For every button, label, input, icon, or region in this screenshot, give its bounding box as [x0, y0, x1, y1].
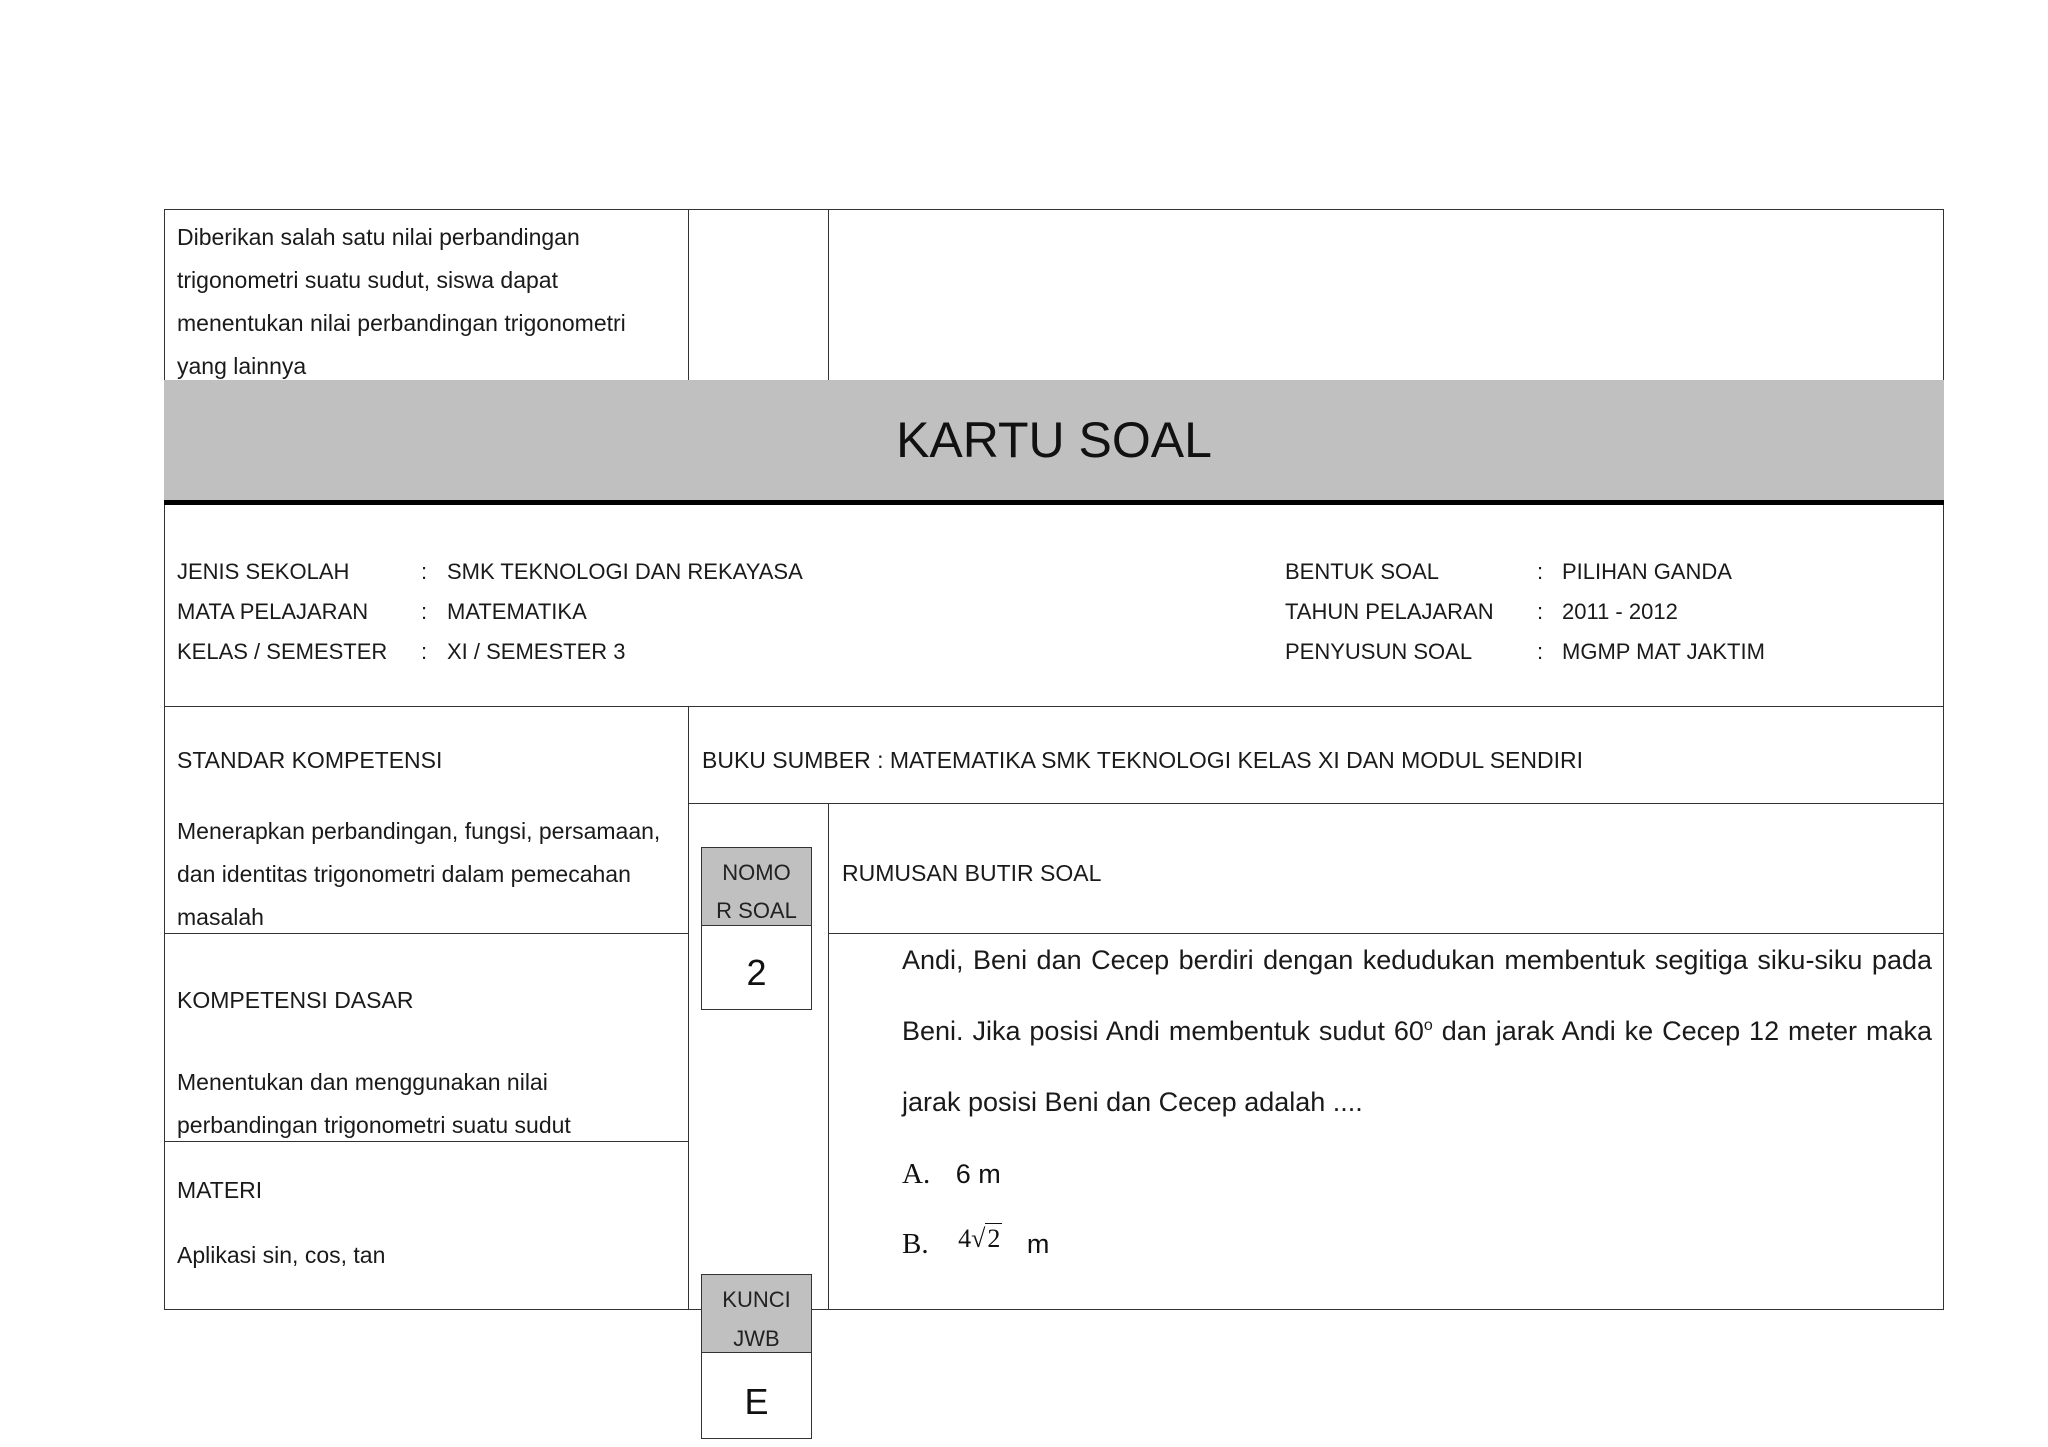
info-sep: : — [421, 559, 428, 584]
kunci-label-1: KUNCI — [722, 1287, 791, 1312]
option-b-unit: m — [1026, 1229, 1050, 1259]
kunci-value: E — [744, 1381, 769, 1422]
question-line-1: Andi, Beni dan Cecep berdiri dengan kedudukan membentuk segitiga siku-siku pada — [902, 945, 1932, 975]
nomor-soal-label-1: NOMO — [722, 860, 791, 885]
sqrt-icon: √ — [971, 1224, 986, 1253]
info-value-penyusun-soal: MGMP MAT JAKTIM — [1562, 639, 1765, 664]
sk-text: Menerapkan perbandingan, fungsi, persamaan, dan identitas trigonometri dalam pemecahan masalah — [177, 818, 661, 930]
info-value-tahun-pelajaran: 2011 - 2012 — [1562, 599, 1678, 624]
info-value-bentuk-soal: PILIHAN GANDA — [1562, 559, 1732, 584]
option-b-radicand: 2 — [987, 1224, 1001, 1253]
top-divider-1 — [688, 209, 689, 382]
option-a-letter: A. — [902, 1158, 931, 1190]
info-sep: : — [1537, 639, 1544, 664]
degree-symbol: o — [1423, 1017, 1433, 1034]
info-label-mata-pelajaran: MATA PELAJARAN — [177, 599, 369, 624]
question-line-2 — [902, 1016, 1932, 1047]
sk-heading: STANDAR KOMPETENSI — [177, 747, 443, 773]
rumusan-heading: RUMUSAN BUTIR SOAL — [842, 860, 1102, 886]
option-a — [902, 1158, 1001, 1191]
header-rule — [164, 500, 1944, 505]
info-value-mata-pelajaran: MATEMATIKA — [447, 599, 587, 624]
info-bottom-rule — [164, 706, 1944, 707]
option-b — [902, 1224, 1050, 1261]
option-b-coef: 4 — [958, 1224, 972, 1253]
top-divider-2 — [828, 209, 829, 382]
info-label-penyusun-soal: PENYUSUN SOAL — [1285, 639, 1473, 664]
info-sep: : — [421, 599, 428, 624]
info-label-jenis-sekolah: JENIS SEKOLAH — [177, 559, 350, 584]
buku-sumber: BUKU SUMBER : MATEMATIKA SMK TEKNOLOGI KELAS XI DAN MODUL SENDIRI — [702, 747, 1583, 773]
option-a-value: 6 m — [955, 1159, 1001, 1189]
buku-sumber-bottom-rule — [688, 803, 1944, 804]
kd-heading: KOMPETENSI DASAR — [177, 987, 414, 1013]
info-label-bentuk-soal: BENTUK SOAL — [1285, 559, 1440, 584]
option-b-letter: B. — [902, 1228, 929, 1260]
nomor-soal-value: 2 — [746, 952, 767, 993]
info-sep: : — [1537, 599, 1544, 624]
nomor-soal-label-2: R SOAL — [716, 898, 797, 923]
kunci-label-2: JWB — [733, 1326, 780, 1351]
info-value-jenis-sekolah: SMK TEKNOLOGI DAN REKAYASA — [447, 559, 803, 584]
left-col-divider — [688, 706, 689, 1310]
materi-heading: MATERI — [177, 1177, 263, 1203]
info-sep: : — [421, 639, 428, 664]
question-line-3: jarak posisi Beni dan Cecep adalah .... — [902, 1087, 1363, 1117]
info-sep: : — [1537, 559, 1544, 584]
option-b-math — [958, 1224, 1009, 1253]
rumusan-bottom-rule — [828, 933, 1944, 934]
kd-text: Menentukan dan menggunakan nilai perbandingan trigonometri suatu sudut — [177, 1069, 571, 1138]
question-line-2-part-b: dan jarak Andi ke Cecep 12 meter maka — [1432, 1016, 1932, 1046]
info-label-tahun-pelajaran: TAHUN PELAJARAN — [1285, 599, 1494, 624]
indicator-text: Diberikan salah satu nilai perbandingan trigonometri suatu sudut, siswa dapat menentukan nilai perbandingan trigonometri yang lainnya — [177, 224, 626, 379]
info-label-kelas-semester: KELAS / SEMESTER — [177, 639, 388, 664]
question-line-2-part-a: Beni. Jika posisi Andi membentuk sudut 60 — [902, 1016, 1424, 1046]
nomor-col-divider — [828, 803, 829, 1310]
info-value-kelas-semester: XI / SEMESTER 3 — [447, 639, 626, 664]
page-title: KARTU SOAL — [164, 380, 1944, 500]
materi-text: Aplikasi sin, cos, tan — [177, 1242, 386, 1268]
